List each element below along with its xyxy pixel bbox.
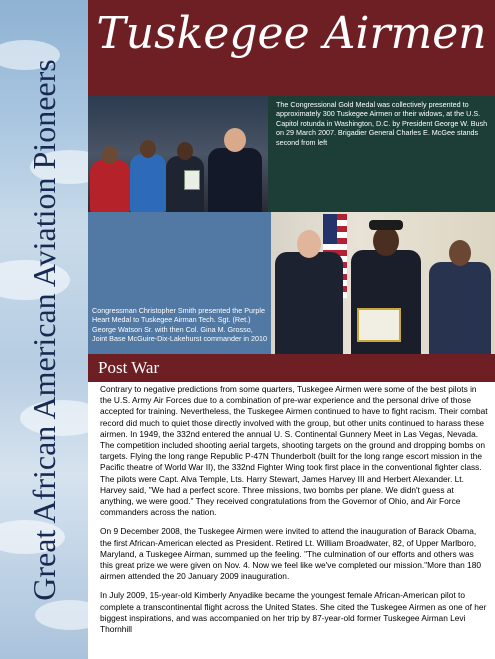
paragraph-inauguration: On 9 December 2008, the Tuskegee Airmen were invited to attend the inauguration of Barack Obama, the first African-American elected as President. Retired Lt. William Broadwater, 82, of Upper Marlboro, Maryland, a Tuskegee Airman, summed up the feeling. "The culmination of our efforts and others was this great prize we were given on Nov. 4. Now we feel like we've completed our mission."More than 180 airmen attended the 20 January 2009 inauguration.	[100, 526, 481, 582]
header-banner	[88, 0, 495, 96]
sidebar	[0, 0, 88, 659]
gold-medal-caption-box	[268, 96, 495, 212]
section-title: Post War	[98, 358, 160, 377]
paragraph-gunnery-meet: Contrary to negative predictions from some quarters, Tuskegee Airmen were some of the best pilots in the U.S. Army Air Forces due to a combination of pre-war experience and the personal drive of those accepted for training. Nevertheless, the Tuskegee Airmen continued to have to fight racism. Their combat record did much to quiet those directly involved with the group, but other units continued to harass these airmen. In 1949, the 332nd entered the annual U. S. Continental Gunnery Meet in Las Vegas, Nevada. The competition included shooting aerial targets, shooting targets on the ground and dropping bombs on targets. Flying the long range Republic P-47N Thunderbolt (built for the long range escort mission in the Pacific theatre of World War II), the 332nd Fighter Wing took first place in the conventional fighter class. The pilots were Capt. Alva Temple, Lts. Harry Stewart, James Harvey III and Herbert Alexander. Lt. Harvey said, "We had a perfect score. Three missions, two bombs per plane. We didn't guess at anything, we were good." They received congratulations from the Governor of Ohio, and Air Force commanders across the nation.	[100, 384, 488, 518]
sidebar-title: Great African American Aviation Pioneers	[26, 59, 62, 601]
paragraph-anyadike: In July 2009, 15-year-old Kimberly Anyadike became the youngest female African-American pilot to complete a transcontinental flight across the United States. She cited the Tuskegee Airmen as one of her biggest inspirations, and was accompanied on her trip by 87-year-old former Tuskegee Airman Levi Thornhill	[100, 590, 487, 635]
gold-medal-photo	[88, 96, 268, 212]
page-title: Tuskegee Airmen	[96, 8, 487, 59]
purple-heart-caption: Congressman Christopher Smith presented the Purple Heart Medal to Tuskegee Airman Tech. Sgt. (Ret.) George Watson Sr. with then Col. Gina M. Grosso, Joint Base McGuire-Dix-Lakehurst commander in 2010	[92, 306, 267, 344]
section-header	[88, 354, 495, 382]
gold-medal-caption: The Congressional Gold Medal was collectively presented to approximately 300 Tuskegee Airmen or their widows, at the U.S. Capitol rotunda in Washington, D.C. by President George W. Bush on 29 March 2007. Brigadier General Charles E. McGee stands second from left	[276, 100, 488, 147]
article-body	[100, 384, 488, 643]
purple-heart-caption-box	[88, 212, 271, 354]
purple-heart-photo	[271, 212, 495, 354]
